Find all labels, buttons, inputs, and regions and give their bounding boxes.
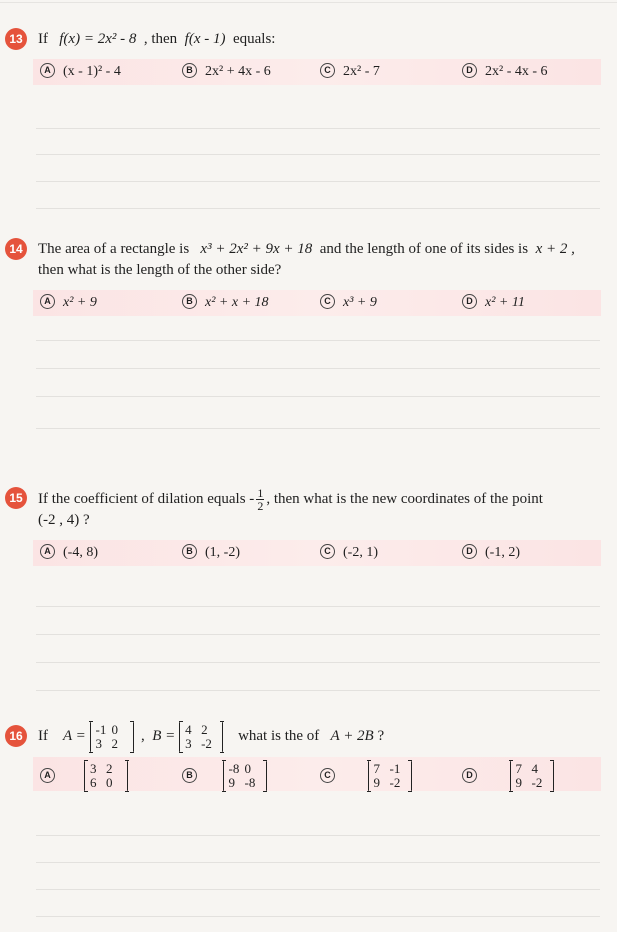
matrix-a [90,722,134,752]
option-value: x² + x + 18 [205,295,269,310]
option-letter-badge: D [462,63,477,78]
option-letter-badge: A [40,63,55,78]
answer-line [36,634,600,635]
option-d[interactable] [462,59,548,85]
option-letter-badge: C [320,63,335,78]
option-c[interactable] [320,540,378,566]
option-b[interactable] [182,540,240,566]
matrix-cell: 3 [90,761,97,776]
text: , then what is the new coordinates of the point [266,490,543,507]
question-text-line-1 [38,238,575,260]
option-a[interactable] [40,540,98,566]
option-b[interactable] [182,290,269,316]
matrix-b-label: B = [152,728,176,744]
option-a[interactable] [40,59,121,85]
answer-line [36,154,600,155]
option-value: 2x² - 4x - 6 [485,64,548,79]
text-if: If [38,728,48,744]
text: If the coefficient of dilation equals - [38,490,255,507]
option-letter-badge: C [320,294,335,309]
option-c[interactable] [320,290,377,316]
option-matrix [510,761,554,791]
option-value: 2x² - 7 [343,64,380,79]
option-value: x² + 9 [63,295,97,310]
function-expression: f(x) = 2x² - 8 [59,31,137,47]
option-a[interactable] [40,761,128,791]
matrix-cell: 9 [515,775,522,790]
matrix-cell: -8 [228,761,240,776]
separator: , [141,728,145,744]
question-mark: ? [377,728,385,744]
option-letter-badge: B [182,544,197,559]
option-matrix [223,761,267,791]
option-letter-badge: B [182,294,197,309]
question-number-badge: 16 [5,725,27,747]
option-letter-badge: B [182,768,197,783]
answer-line [36,396,600,397]
matrix-cell: 3 [185,735,192,751]
matrix-cell: 0 [111,721,119,737]
answer-line [36,662,600,663]
option-value: (-2, 1) [343,545,378,560]
option-b[interactable] [182,59,271,85]
side-expression: x + 2 , [535,241,575,257]
option-c[interactable] [320,761,412,791]
option-letter-badge: D [462,294,477,309]
fraction-numerator: 1 [257,486,264,500]
answer-line [36,835,600,836]
answer-line [36,128,600,129]
matrix-cell: 2 [201,721,208,737]
matrix-cell: 4 [185,721,192,737]
option-value: x² + 11 [485,295,525,310]
matrix-cell: -2 [201,735,212,751]
answer-line [36,916,600,917]
function-shifted: f(x - 1) [184,31,226,47]
matrix-cell: 9 [373,775,380,790]
matrix-cell: 3 [95,735,103,751]
matrix-b [179,722,223,752]
option-letter-badge: A [40,768,55,783]
option-c[interactable] [320,59,380,85]
option-value: (-1, 2) [485,545,520,560]
matrix-cell: -2 [531,775,543,790]
matrix-cell: 9 [228,775,235,790]
question-text-line-2: then what is the length of the other side? [38,262,282,278]
answer-line [36,208,600,209]
option-letter-badge: D [462,768,477,783]
text: The area of a rectangle is [38,241,190,257]
option-matrix [84,761,128,791]
option-letter-badge: D [462,544,477,559]
answer-line [36,606,600,607]
answer-line [36,340,600,341]
option-letter-badge: A [40,544,55,559]
answer-line [36,889,600,890]
question-text [38,28,275,50]
option-value: (-4, 8) [63,545,98,560]
option-d[interactable] [462,290,525,316]
matrix-a-label: A = [63,728,86,744]
question-text-line-2: (-2 , 4) ? [38,512,90,528]
answer-line [36,862,600,863]
answer-line [36,368,600,369]
option-letter-badge: C [320,544,335,559]
option-value: 2x² + 4x - 6 [205,64,271,79]
text-then: , then [143,31,178,47]
option-value: x³ + 9 [343,295,377,310]
text-what: what is the of [238,728,320,744]
matrix-cell: 0 [244,761,251,776]
option-letter-badge: B [182,63,197,78]
text: and the length of one of its sides is [319,241,529,257]
fraction-denominator: 2 [257,499,264,513]
matrix-cell: -8 [244,775,256,790]
area-expression: x³ + 2x² + 9x + 18 [200,241,313,257]
option-b[interactable] [182,761,267,791]
option-letter-badge: C [320,768,335,783]
matrix-cell: 0 [106,775,113,790]
answer-line [36,428,600,429]
option-d[interactable] [462,540,520,566]
option-value: (x - 1)² - 4 [63,64,121,79]
answer-line [36,181,600,182]
matrix-cell: 4 [531,761,538,776]
matrix-cell: -1 [389,761,401,776]
option-d[interactable] [462,761,554,791]
expression: A + 2B [330,728,374,744]
option-value: (1, -2) [205,545,240,560]
question-number-badge: 13 [5,28,27,50]
option-a[interactable] [40,290,97,316]
matrix-cell: -1 [95,721,107,737]
question-number-badge: 15 [5,487,27,509]
matrix-cell: 2 [106,761,113,776]
text-equals: equals: [232,31,276,47]
matrix-cell: 7 [515,761,522,776]
fraction [256,487,264,512]
answer-line [36,690,600,691]
question-number-badge: 14 [5,238,27,260]
matrix-cell: -2 [389,775,401,790]
matrix-cell: 2 [111,735,119,751]
question-text-line-1 [38,487,543,512]
matrix-cell: 6 [90,775,97,790]
text-if: If [38,31,48,47]
matrix-cell: 7 [373,761,380,776]
option-matrix [368,761,412,791]
top-divider [0,2,617,3]
question-text [38,720,384,752]
option-letter-badge: A [40,294,55,309]
